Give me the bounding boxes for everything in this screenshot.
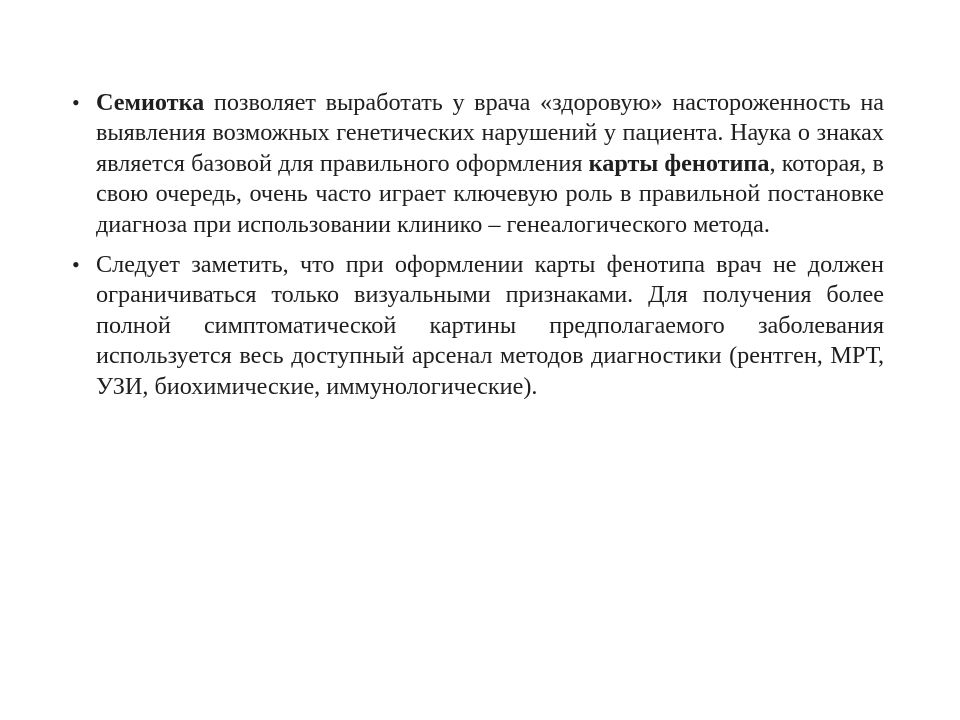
bullet-icon: • — [72, 252, 80, 278]
term-phenotype-card: карты фенотипа — [588, 149, 770, 177]
paragraph-text: Следует заметить, что при оформлении карты фенотипа врач не должен ограничиваться только визуальными признаками. Для получения более полной симптоматической картины предполагаемого заболевания используется весь доступный арсенал методов диагностики (рентген, МРТ, УЗИ, биохимические, иммунологические). — [96, 251, 884, 400]
paragraph-text: , которая, в свою очередь, очень часто играет ключевую роль в правильной постановке диагноза при использовании клинико – генеалогического метода. — [96, 149, 884, 238]
term-semiotics: Семиотка — [96, 89, 205, 116]
paragraph-text: позволяет выработать у врача «здоровую» настороженность на выявления возможных генетических нарушений у пациента. Наука о знаках является базовой для правильного оформления — [96, 89, 884, 177]
bullet-icon: • — [72, 90, 80, 115]
bullet-item-semiotics — [72, 88, 884, 240]
bullet-list — [72, 88, 884, 412]
bullet-item-phenotype-card — [72, 250, 884, 402]
